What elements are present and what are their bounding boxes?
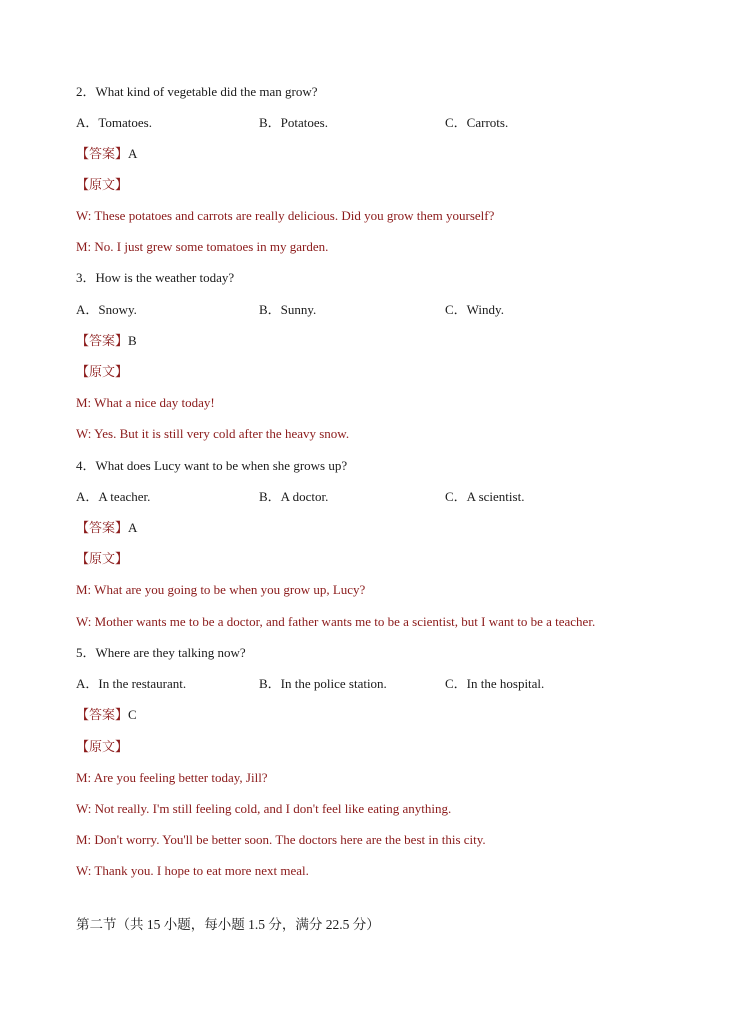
q4-answer-line	[76, 520, 137, 536]
question-2: 2．What kind of vegetable did the man grow?	[76, 84, 318, 99]
q2-answer-line	[76, 146, 137, 162]
q3-option-c: C．Windy.	[445, 302, 504, 317]
q2-dialogue-line-1: W: These potatoes and carrots are really delicious. Did you grow them yourself?	[76, 208, 495, 223]
q3-option-a: A．Snowy.	[76, 302, 137, 317]
q2-answer: A	[128, 146, 138, 161]
q3-dialogue-line-1: M: What a nice day today!	[76, 395, 215, 410]
q4-dialogue-line-2: W: Mother wants me to be a doctor, and father wants me to be a scientist, but I want to be a teacher.	[76, 614, 596, 629]
question-3: 3．How is the weather today?	[76, 270, 235, 285]
q5-option-b: B．In the police station.	[259, 676, 387, 691]
q5-answer: C	[128, 707, 137, 722]
q3-answer-line	[76, 333, 137, 349]
q3-source-tag: 【原文】	[76, 364, 129, 379]
q5-option-c: C．In the hospital.	[445, 676, 545, 691]
q5-source-tag: 【原文】	[76, 739, 129, 754]
q4-answer-tag: 【答案】	[76, 520, 129, 535]
q5-dialogue-line-2: W: Not really. I'm still feeling cold, and I don't feel like eating anything.	[76, 801, 452, 816]
q4-option-a: A．A teacher.	[76, 489, 151, 504]
q3-answer: B	[128, 333, 137, 348]
q5-answer-tag: 【答案】	[76, 707, 129, 722]
q5-dialogue-line-1: M: Are you feeling better today, Jill?	[76, 770, 268, 785]
q2-option-b: B．Potatoes.	[259, 115, 328, 130]
q2-option-c: C．Carrots.	[445, 115, 509, 130]
q5-option-a: A．In the restaurant.	[76, 676, 187, 691]
question-5: 5．Where are they talking now?	[76, 645, 246, 660]
q4-answer: A	[128, 520, 138, 535]
q3-answer-tag: 【答案】	[76, 333, 129, 348]
q2-dialogue-line-2: M: No. I just grew some tomatoes in my garden.	[76, 239, 329, 254]
q3-option-b: B．Sunny.	[259, 302, 317, 317]
q4-option-c: C．A scientist.	[445, 489, 525, 504]
q4-dialogue-line-1: M: What are you going to be when you grow up, Lucy?	[76, 582, 366, 597]
q5-dialogue-line-4: W: Thank you. I hope to eat more next meal.	[76, 863, 309, 878]
q2-answer-tag: 【答案】	[76, 146, 129, 161]
q4-option-b: B．A doctor.	[259, 489, 329, 504]
q5-dialogue-line-3: M: Don't worry. You'll be better soon. The doctors here are the best in this city.	[76, 832, 486, 847]
q2-option-a: A．Tomatoes.	[76, 115, 152, 130]
q5-answer-line	[76, 707, 137, 723]
question-4: 4．What does Lucy want to be when she grows up?	[76, 458, 348, 473]
section-heading: 第二节（共 15 小题，每小题 1.5 分，满分 22.5 分）	[76, 917, 380, 932]
q4-source-tag: 【原文】	[76, 551, 129, 566]
q3-dialogue-line-2: W: Yes. But it is still very cold after the heavy snow.	[76, 426, 350, 441]
q2-source-tag: 【原文】	[76, 177, 129, 192]
